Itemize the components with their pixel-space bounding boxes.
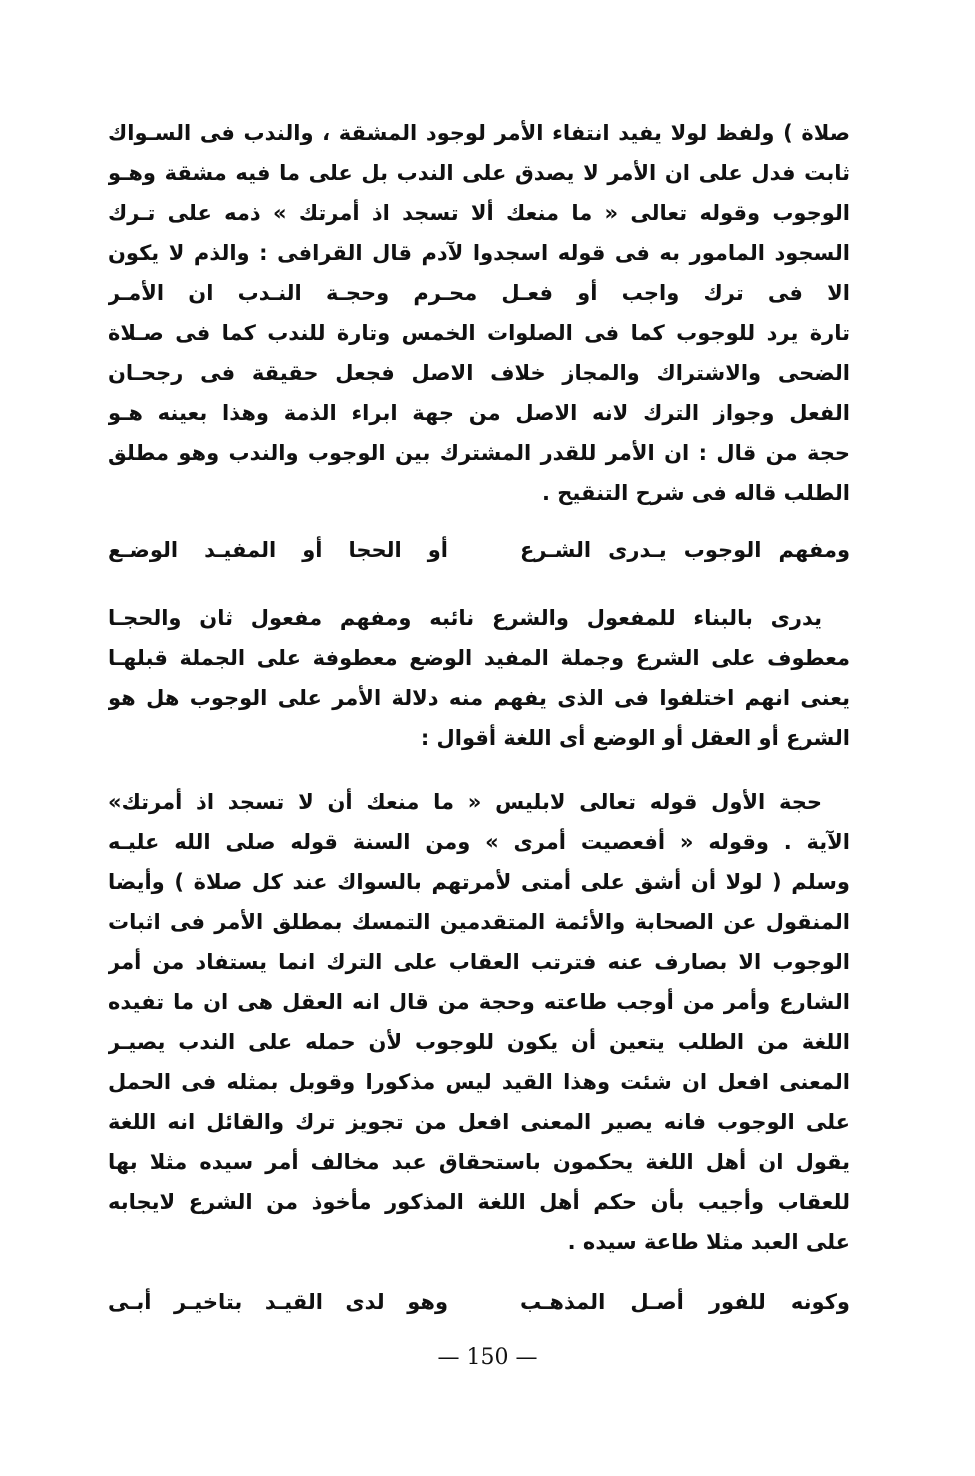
verse-hemistich-right: ومفهم الوجوب يـدرى الشـرع <box>520 538 850 562</box>
text-line: حجة من قال : ان الأمر للقدر المشترك بين الوجوب والندب وهو مطلق <box>108 441 850 465</box>
text-line: وسلم ( لولا أن أشق على أمتى لأمرتهم بالسواك عند كل صلاة ) وأيضا <box>108 870 850 894</box>
text-line: للعقاب وأجيب بأن حكم أهل اللغة المذكور مأخوذ من الشرع لايجابه <box>108 1190 850 1214</box>
text-line: الفعل وجواز الترك لانه الاصل من جهة ابراء الذمة وهذا بعينه هـو <box>108 401 850 425</box>
verse-2 <box>108 1280 850 1324</box>
text-line: المعنى افعل ان شئت وهذا القيد ليس مذكورا وقوبل بمثله فى الحمل <box>108 1070 850 1094</box>
text-line: على العبد مثلا طاعة سيده . <box>567 1230 850 1254</box>
page-number: — 150 — <box>437 1345 538 1370</box>
text-line: تارة يرد للوجوب كما فى الصلوات الخمس وتارة للندب كما فى صـلاة <box>108 321 850 345</box>
text-line: الآية . وقوله « أفعصيت أمرى » ومن السنة قوله صلى الله عليـه <box>108 830 850 854</box>
text-line: الشرع أو العقل أو الوضع أى اللغة أقوال : <box>420 726 850 750</box>
text-line: الشارع وأمر من أوجب طاعته وحجة من قال انه العقل هى ان ما تفيده <box>108 990 850 1014</box>
paragraph-2 <box>108 598 850 758</box>
text-line: صلاة ) ولفظ لولا يفيد انتفاء الأمر لوجود المشقة ، والندب فى السـواك <box>108 121 850 145</box>
text-line: السجود المامور به فى قوله اسجدوا لآدم قال القرافى : والذم لا يكون <box>108 241 850 265</box>
text-line: يدرى بالبناء للمفعول والشرع نائبه ومفهم مفعول ثان والحجـا <box>108 606 822 630</box>
text-line: المنقول عن الصحابة والأئمة المتقدمين التمسك بمطلق الأمر فى اثبات <box>108 910 850 934</box>
text-line: ثابت فدل على ان الأمر لا يصدق على الندب بل على ما فيه مشقة وهـو <box>108 161 850 185</box>
text-line: يعنى انهم اختلفوا فى الذى يفهم منه دلالة الأمر على الوجوب هل هو <box>108 686 850 710</box>
text-line: على الوجوب فانه يصير المعنى افعل من تجويز ترك والقائل انه اللغة <box>108 1110 850 1134</box>
text-line: الطلب قاله فى شرح التنقيح . <box>541 481 850 505</box>
verse-1 <box>108 528 850 572</box>
text-line: حجة الأول قوله تعالى لابليس « ما منعك أن لا تسجد اذ أمرتك» <box>108 790 822 814</box>
verse-hemistich-left: أو الحجا أو المفيـد الوضـع <box>108 538 448 562</box>
text-line: اللغة من الطلب يتعين أن يكون للوجوب لأن حمله على الندب يصيـر <box>108 1030 850 1054</box>
text-line: الوجوب وقوله تعالى « ما منعك ألا تسجد اذ أمرتك » ذمه على تـرك <box>108 201 850 225</box>
text-line: الا فى ترك واجب أو فعـل محـرم وحجـة النـدب ان الأمـر <box>108 281 850 305</box>
verse-hemistich-right: وكونه للفور أصـل المذهـب <box>520 1290 850 1314</box>
verse-hemistich-left: وهو لدى القيـد بتاخيـر أبـى <box>108 1290 448 1314</box>
paragraph-3 <box>108 782 850 1262</box>
text-line: معطوف على الشرع وجملة المفيد الوضع معطوفة على الجملة قبلهـا <box>108 646 850 670</box>
text-line: الوجوب الا بصارف عنه فترتب العقاب على الترك انما يستفاد من أمر <box>108 950 850 974</box>
paragraph-1 <box>108 113 850 513</box>
text-line: يقول ان أهل اللغة يحكمون باستحقاق عبد مخالف أمر سيده مثلا بها <box>108 1150 850 1174</box>
text-line: الضحى والاشتراك والمجاز خلاف الاصل فجعل حقيقة فى رجحـان <box>108 361 850 385</box>
